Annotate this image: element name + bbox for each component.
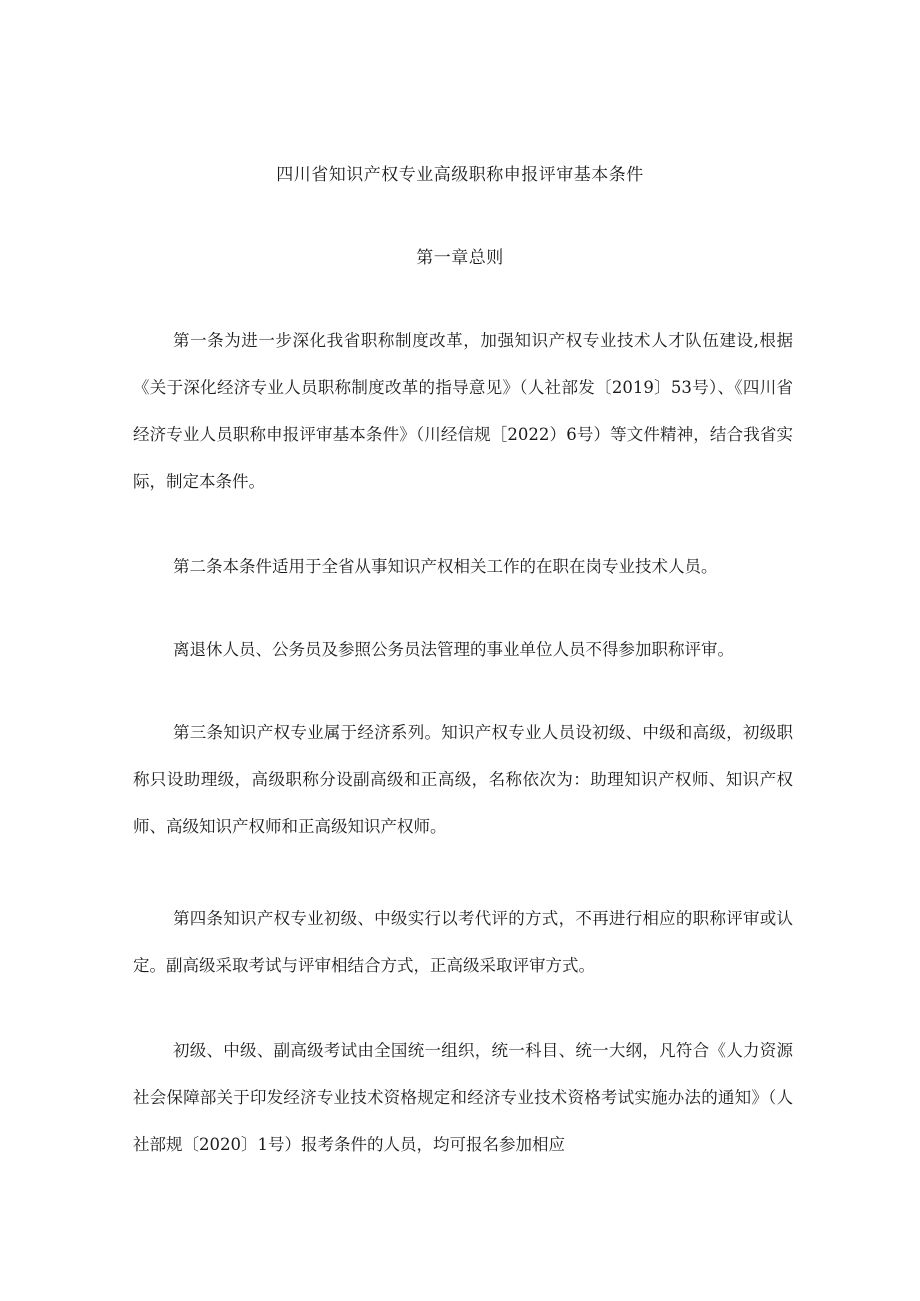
paragraph-article-2: 第二条本条件适用于全省从事知识产权相关工作的在职在岗专业技术人员。 [173,557,718,576]
paragraph-article-4: 第四条知识产权专业初级、中级实行以考代评的方式，不再进行相应的职称评审或认定。副高级采取考试与评审相结合方式，正高级采取评审方式。 [133,909,793,975]
paragraph-article-3: 第三条知识产权专业属于经济系列。知识产权专业人员设初级、中级和高级，初级职称只设助理级，高级职称分设副高级和正高级，名称依次为：助理知识产权师、知识产权师、高级知识产权师和正高级知识产权师。 [133,723,793,836]
document-title: 四川省知识产权专业高级职称申报评审基本条件 [276,165,644,185]
chapter-heading: 第一章总则 [416,248,504,268]
paragraph-article-1: 第一条为进一步深化我省职称制度改革，加强知识产权专业技术人才队伍建设,根据《关于深化经济专业人员职称制度改革的指导意见》（人社部发〔2019〕53号）、《四川省经济专业人员职称申报评审基本条件》（川经信规［2022）6号）等文件精神，结合我省实际，制定本条件。 [133,331,793,491]
paragraph-retiree-exclusion: 离退休人员、公务员及参照公务员法管理的事业单位人员不得参加职称评审。 [173,640,734,659]
paragraph-exam-organization: 初级、中级、副高级考试由全国统一组织，统一科目、统一大纲，凡符合《人力资源社会保障部关于印发经济专业技术资格规定和经济专业技术资格考试实施办法的通知》（人社部规〔2020〕1号）报考条件的人员，均可报名参加相应 [133,1041,793,1154]
